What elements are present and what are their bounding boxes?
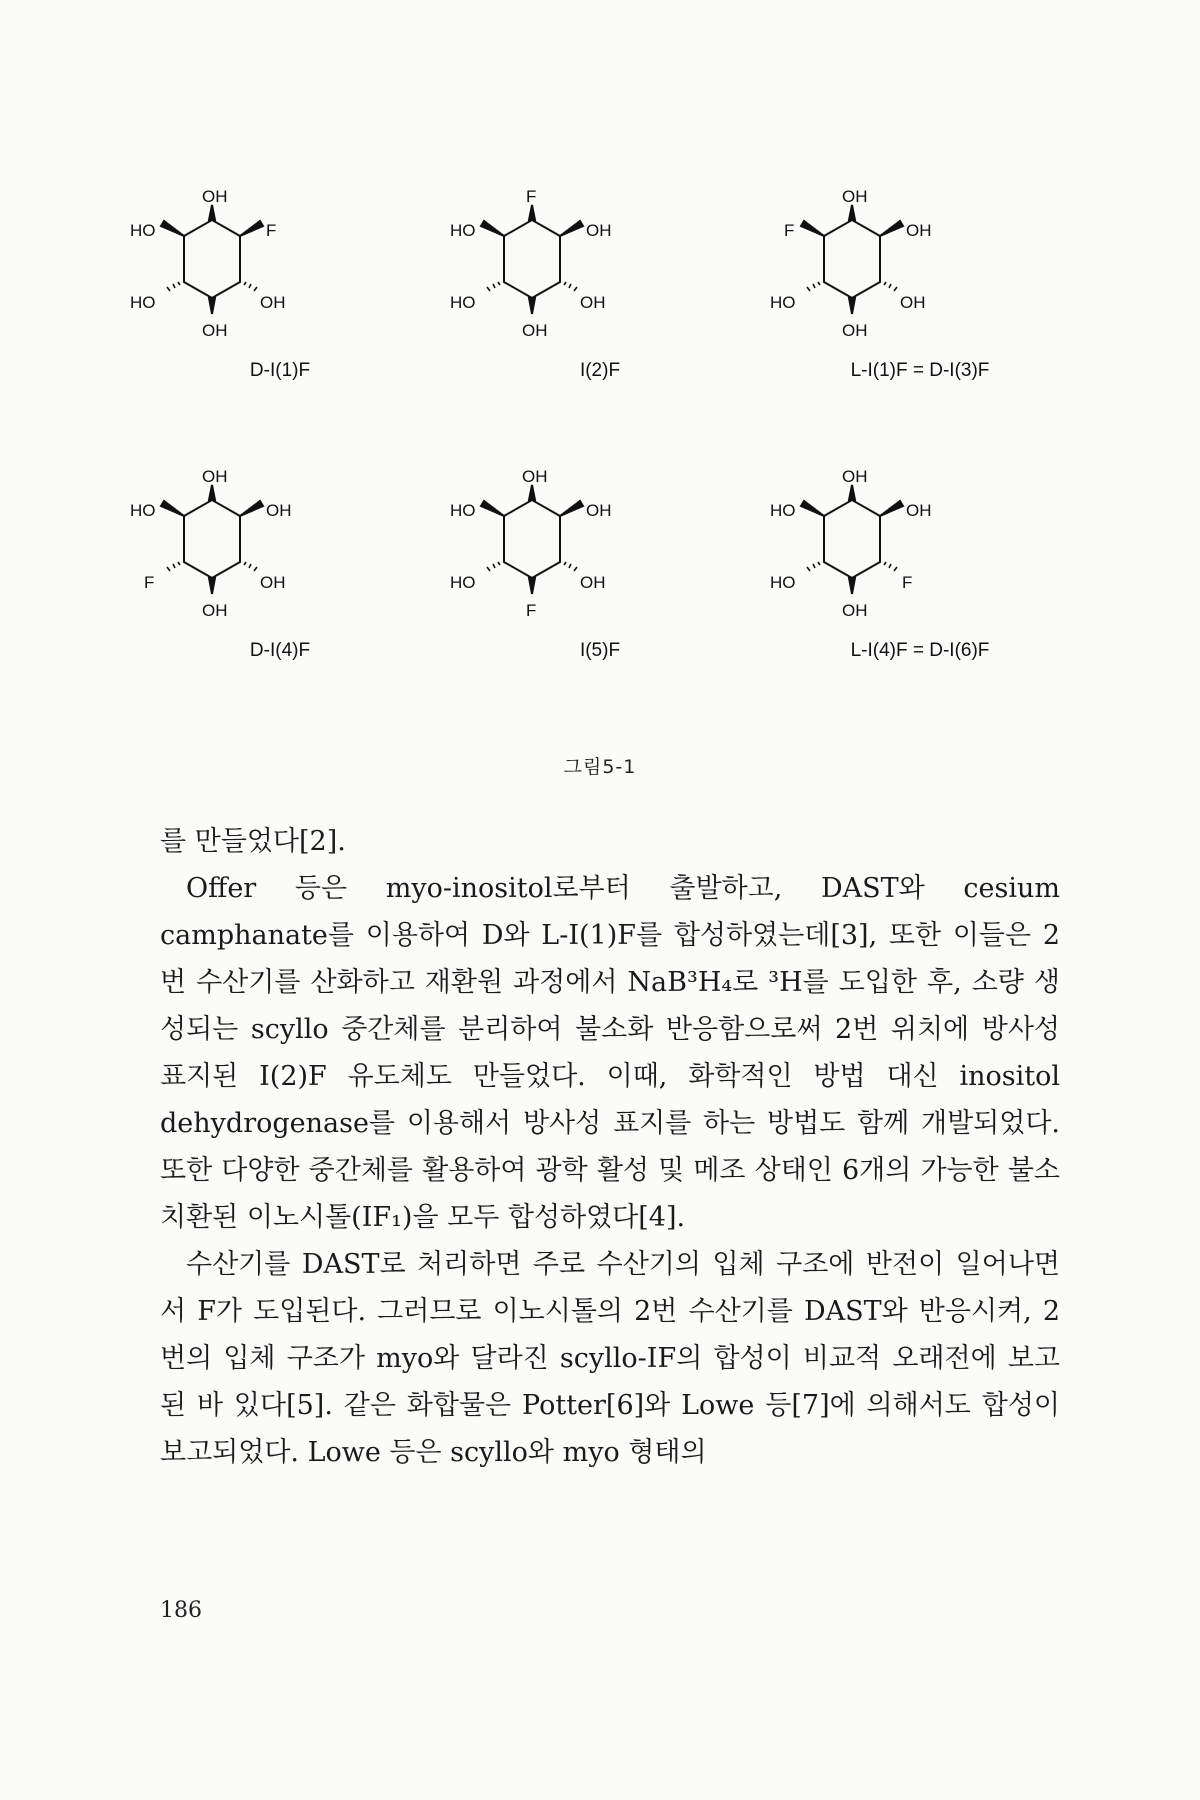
sub-top: OH (522, 470, 548, 486)
compound-d-i4f (120, 470, 440, 740)
paragraph-2: Offer 등은 myo-inositol로부터 출발하고, DAST와 cesium camphanate를 이용하여 D와 L-I(1)F를 합성하였는데[3], 또한 이들은 2번 수산기를 산화하고 재환원 과정에서 NaB³H₄로 ³H를 도입한 후, 소량 생성되는 scyllo 중간체를 분리하여 불소화 반응함으로써 2번 위치에 방사성 표지된 I(2)F 유도체도 만들었다. 이때, 화학적인 방법 대신 inositol dehydrogenase를 이용해서 방사성 표지를 하는 방법도 함께 개발되었다. 또한 다양한 중간체를 활용하여 광학 활성 및 메조 상태인 6개의 가능한 불소 치환된 이노시톨(IF₁)을 모두 합성하였다[4]. (160, 873, 1060, 1233)
sub-upper-left: F (784, 221, 795, 240)
sub-top: OH (202, 190, 228, 206)
compound-l-i1f (760, 190, 1080, 460)
structure-l-i1f (760, 190, 1080, 460)
compound-l-i4f (760, 470, 1080, 740)
sub-upper-left: HO (450, 501, 476, 520)
structure-d-i4f (120, 470, 440, 740)
compound-label: L-I(4)F = D-I(6)F (850, 640, 990, 661)
sub-upper-left: HO (130, 221, 156, 240)
structure-d-i1f (120, 190, 440, 460)
compound-label: D-I(4)F (249, 640, 311, 661)
figure-caption: 그림5-1 (563, 756, 637, 778)
sub-upper-right: OH (586, 501, 612, 520)
sub-lower-left: HO (770, 293, 796, 312)
sub-upper-right: OH (906, 221, 932, 240)
sub-lower-left: HO (770, 573, 796, 592)
sub-upper-left: HO (770, 501, 796, 520)
sub-upper-right: OH (586, 221, 612, 240)
sub-upper-right: F (266, 221, 277, 240)
compound-label: L-I(1)F = D-I(3)F (850, 360, 990, 381)
compound-label: I(2)F (579, 360, 621, 381)
sub-lower-right: OH (260, 573, 286, 592)
sub-bottom: OH (842, 601, 868, 620)
page-number: 186 (160, 1598, 202, 1623)
compound-i2f (440, 190, 760, 460)
compound-label: D-I(1)F (249, 360, 311, 381)
structure-i2f (440, 190, 760, 460)
sub-bottom: OH (842, 321, 868, 340)
compound-d-i1f (120, 190, 440, 460)
sub-lower-left: HO (130, 293, 156, 312)
paragraph-3: 수산기를 DAST로 처리하면 주로 수산기의 입체 구조에 반전이 일어나면서 F가 도입된다. 그러므로 이노시톨의 2번 수산기를 DAST와 반응시켜, 2번의 입체 구조가 myo와 달라진 scyllo-IF의 합성이 비교적 오래전에 보고된 바 있다[5]. 같은 화합물은 Potter[6]와 Lowe 등[7]에 의해서도 합성이 보고되었다. Lowe 등은 scyllo와 myo 형태의 (160, 1249, 1060, 1468)
sub-lower-right: OH (900, 293, 926, 312)
compound-label: I(5)F (579, 640, 621, 661)
structure-l-i4f (760, 470, 1080, 740)
sub-upper-left: HO (450, 221, 476, 240)
body-text (160, 818, 1060, 1476)
sub-upper-right: OH (266, 501, 292, 520)
paragraph-1: 를 만들었다[2]. (160, 826, 346, 857)
sub-bottom: OH (202, 601, 228, 620)
sub-bottom: OH (522, 321, 548, 340)
figure-5-1 (120, 190, 1080, 780)
sub-top: OH (842, 470, 868, 486)
sub-top: OH (202, 470, 228, 486)
sub-lower-left: HO (450, 293, 476, 312)
sub-top: OH (842, 190, 868, 206)
sub-lower-right: OH (260, 293, 286, 312)
sub-lower-right: F (902, 573, 913, 592)
structure-i5f (440, 470, 760, 740)
sub-lower-right: OH (580, 573, 606, 592)
sub-top: F (526, 190, 537, 206)
compound-i5f (440, 470, 760, 740)
sub-upper-left: HO (130, 501, 156, 520)
sub-upper-right: OH (906, 501, 932, 520)
sub-bottom: F (526, 601, 537, 620)
sub-lower-right: OH (580, 293, 606, 312)
sub-lower-left: HO (450, 573, 476, 592)
sub-bottom: OH (202, 321, 228, 340)
sub-lower-left: F (144, 573, 155, 592)
